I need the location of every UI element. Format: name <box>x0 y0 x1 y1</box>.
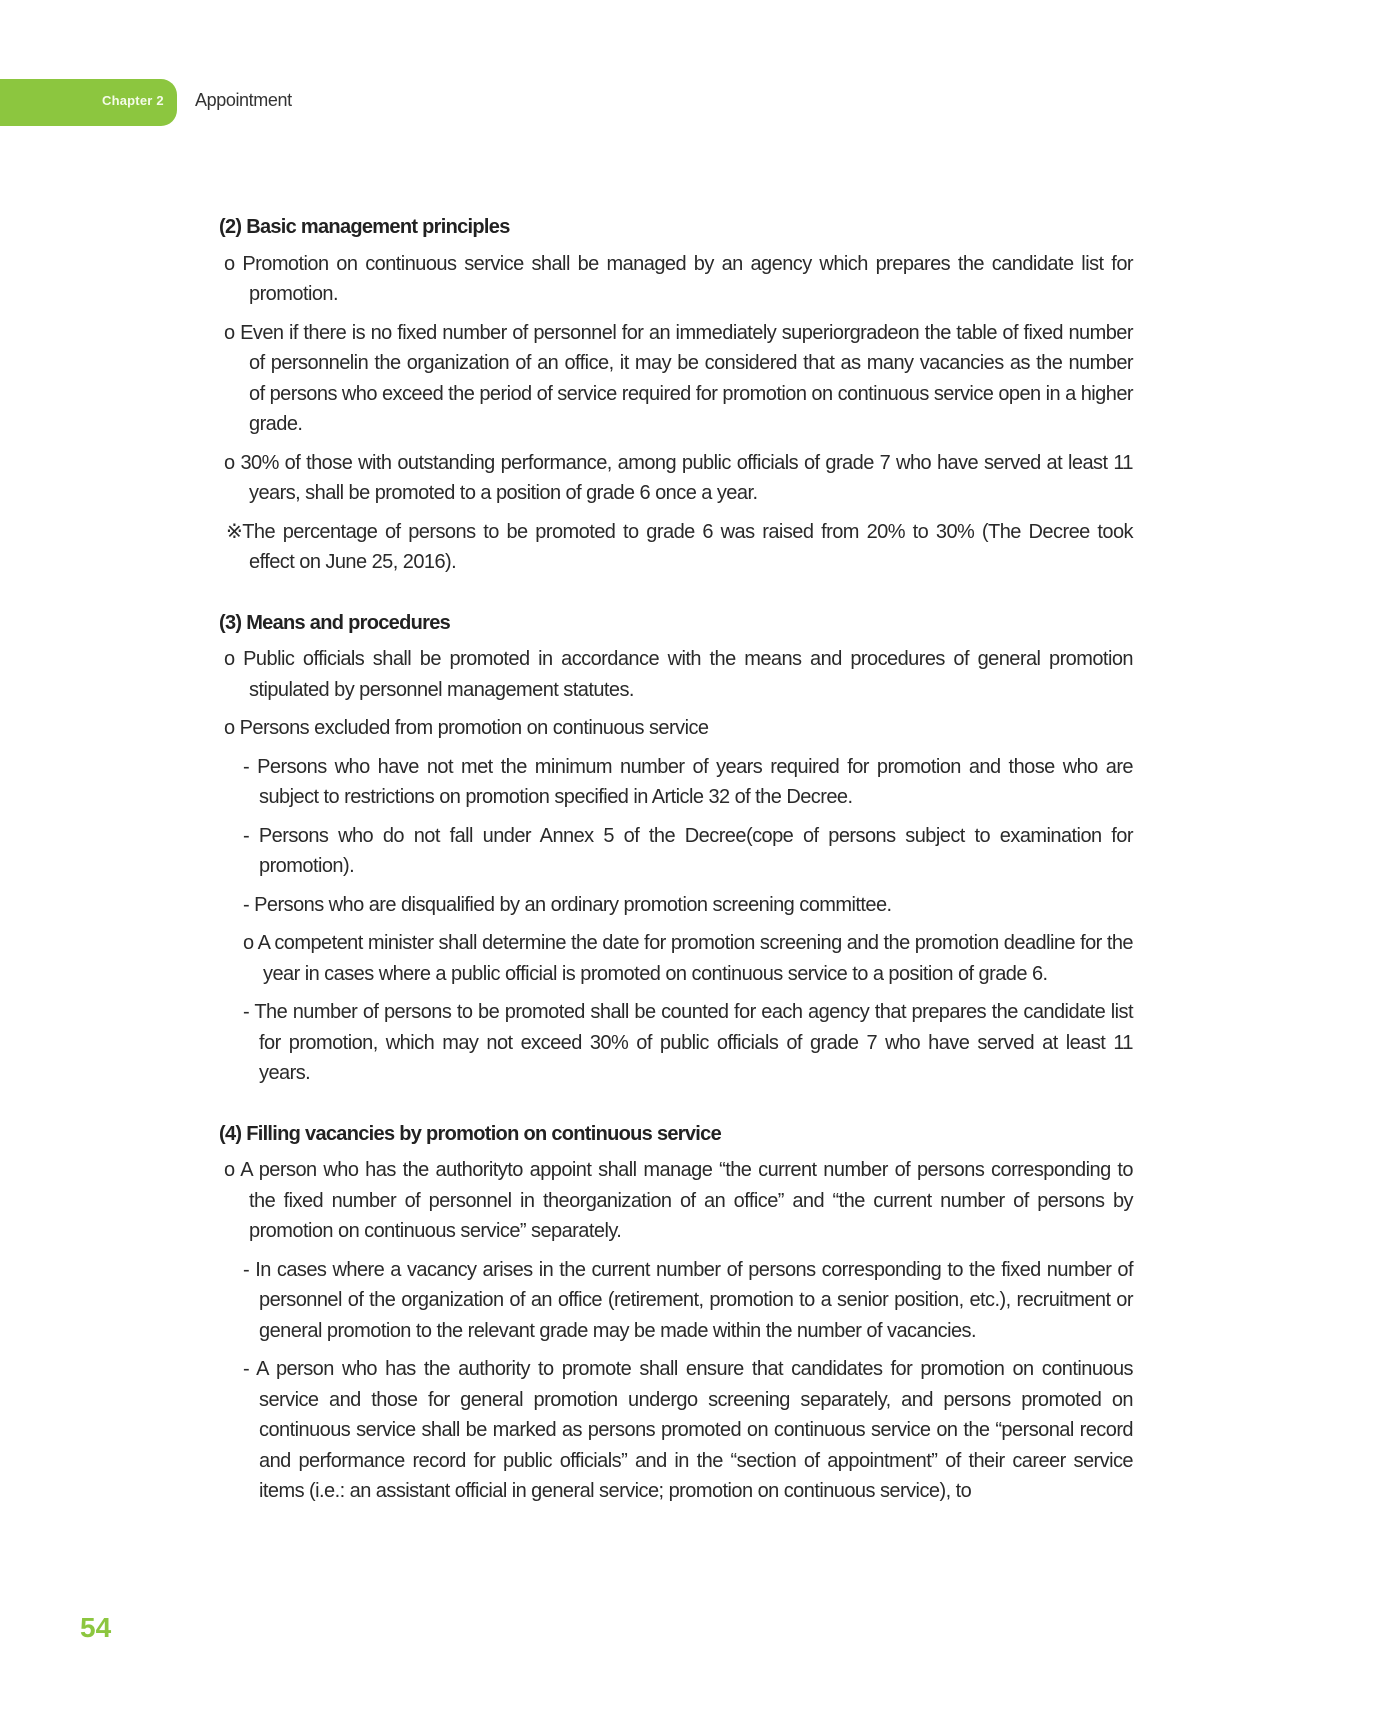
page-header-title: Appointment <box>195 90 292 110</box>
bullet-marker: o <box>224 648 235 670</box>
dash-item <box>243 1354 1133 1507</box>
dash-marker: - <box>243 1001 250 1023</box>
dash-marker: - <box>243 893 250 916</box>
dash-item <box>243 821 1133 882</box>
bullet-item <box>224 249 1133 310</box>
page-body <box>219 212 1133 1515</box>
section-spacer <box>219 1097 1133 1119</box>
note-marker: ※ <box>226 520 243 543</box>
chapter-label: Chapter 2 <box>102 93 164 108</box>
dash-text: Persons who have not met the minimum number of years required for promotion and those who are subject to restrictions on promotion specified in Article 32 of the Decree. <box>257 755 1134 808</box>
section-heading-means-procedures: (3) Means and procedures <box>219 611 451 634</box>
bullet-item <box>224 318 1133 440</box>
dash-text: Persons who do not fall under Annex 5 of the Decree(cope of persons subject to examination for promotion). <box>258 824 1133 877</box>
bullet-text: Promotion on continuous service shall be managed by an agency which prepares the candidate list for promotion. <box>242 252 1133 305</box>
section-spacer <box>219 586 1133 608</box>
bullet-marker: o <box>224 451 235 474</box>
dash-marker: - <box>243 1358 250 1380</box>
note-item <box>226 517 1133 578</box>
dash-marker: - <box>243 1258 250 1281</box>
bullet-text: A person who has the authorityto appoint shall manage “the current number of persons corresponding to the fixed number of personnel in theorganization of an office” and “the current number of persons by promotion on continuous service” separately. <box>240 1159 1134 1242</box>
section-heading-filling-vacancies: (4) Filling vacancies by promotion on continuous service <box>219 1122 722 1145</box>
bullet-text: 30% of those with outstanding performance, among public officials of grade 7 who have served at least 11 years, shall be promoted to a position of grade 6 once a year. <box>240 451 1133 504</box>
bullet-marker: o <box>224 252 235 275</box>
bullet-marker: o <box>243 932 254 954</box>
bullet-text: Even if there is no fixed number of personnel for an immediately superiorgradeon the table of fixed number of personnelin the organization of an office, it may be considered that as many vacancies as the number of persons who exceed the period of service required for promotion on continuous service open in a higher grade. <box>240 321 1133 435</box>
bullet-item <box>224 448 1133 509</box>
dash-marker: - <box>243 755 250 778</box>
page-number: 54 <box>80 1612 112 1643</box>
bullet-text: A competent minister shall determine the date for promotion screening and the promotion deadline for the year in cases where a public official is promoted on continuous service to a position of grade 6. <box>257 932 1134 985</box>
bullet-text: Public officials shall be promoted in accordance with the means and procedures of general promotion stipulated by personnel management statutes. <box>243 648 1133 701</box>
bullet-marker: o <box>224 1159 235 1181</box>
dash-marker: - <box>243 824 250 847</box>
bullet-text: Persons excluded from promotion on continuous service <box>239 717 709 739</box>
bullet-item <box>224 644 1133 705</box>
chapter-tab <box>0 79 177 126</box>
section-heading-basic-management: (2) Basic management principles <box>219 216 510 238</box>
bullet-item <box>224 713 1133 744</box>
dash-item <box>243 1255 1133 1347</box>
note-text: The percentage of persons to be promoted to grade 6 was raised from 20% to 30% (The Decree took effect on June 25, 2016). <box>242 520 1133 573</box>
bullet-marker: o <box>224 717 235 739</box>
bullet-item <box>243 928 1133 989</box>
bullet-marker: o <box>224 321 235 344</box>
dash-item <box>243 890 1133 921</box>
dash-text: Persons who are disqualified by an ordinary promotion screening committee. <box>254 893 892 916</box>
dash-text: In cases where a vacancy arises in the current number of persons corresponding to the fixed number of personnel of the organization of an office (retirement, promotion to a senior position, etc.), recruitment or general promotion to the relevant grade may be made within the number of vacancies. <box>255 1258 1133 1342</box>
dash-item <box>243 752 1133 813</box>
bullet-item <box>224 1155 1133 1247</box>
dash-text: The number of persons to be promoted shall be counted for each agency that prepares the candidate list for promotion, which may not exceed 30% of public officials of grade 7 who have served at least 11 years. <box>254 1001 1133 1084</box>
dash-text: A person who has the authority to promote shall ensure that candidates for promotion on continuous service and those for general promotion undergo screening separately, and persons promoted on continuous service shall be marked as persons promoted on continuous service on the “personal record and performance record for public officials” and in the “section of appointment” of their career service items (i.e.: an assistant official in general service; promotion on continuous service), to <box>256 1358 1133 1502</box>
dash-item <box>243 997 1133 1089</box>
